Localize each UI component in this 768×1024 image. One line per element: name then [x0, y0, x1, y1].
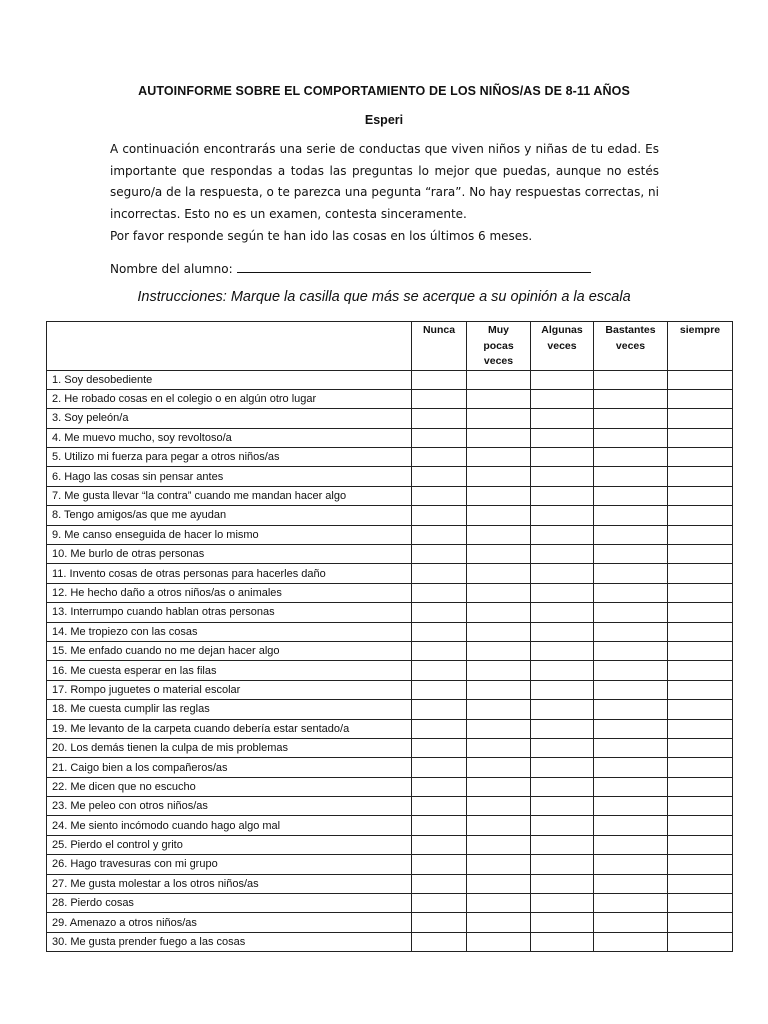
- answer-checkbox-cell[interactable]: [412, 894, 467, 913]
- question-cell: 3. Soy peleón/a: [47, 409, 412, 428]
- answer-checkbox-cell[interactable]: [467, 448, 531, 467]
- question-cell: 25. Pierdo el control y grito: [47, 835, 412, 854]
- table-header-row: [47, 322, 733, 371]
- answer-checkbox-cell[interactable]: [668, 816, 733, 835]
- answer-checkbox-cell[interactable]: [467, 603, 531, 622]
- answer-checkbox-cell[interactable]: [668, 622, 733, 641]
- answer-checkbox-cell[interactable]: [467, 816, 531, 835]
- table-row: [47, 758, 733, 777]
- answer-checkbox-cell[interactable]: [412, 389, 467, 408]
- answer-checkbox-cell[interactable]: [594, 680, 668, 699]
- answer-checkbox-cell[interactable]: [412, 448, 467, 467]
- answer-checkbox-cell[interactable]: [467, 428, 531, 447]
- answer-checkbox-cell[interactable]: [412, 428, 467, 447]
- column-header-nunca: [412, 322, 467, 371]
- answer-checkbox-cell[interactable]: [531, 622, 594, 641]
- answer-checkbox-cell[interactable]: [594, 738, 668, 757]
- answer-checkbox-cell[interactable]: [594, 428, 668, 447]
- answer-checkbox-cell[interactable]: [594, 370, 668, 389]
- answer-checkbox-cell[interactable]: [467, 661, 531, 680]
- answer-checkbox-cell[interactable]: [531, 913, 594, 932]
- answer-checkbox-cell[interactable]: [467, 583, 531, 602]
- answer-checkbox-cell[interactable]: [531, 525, 594, 544]
- timeframe-note: Por favor responde según te han ido las cosas en los últimos 6 meses.: [110, 229, 533, 243]
- answer-checkbox-cell[interactable]: [412, 545, 467, 564]
- answer-checkbox-cell[interactable]: [668, 370, 733, 389]
- student-name-label: Nombre del alumno:: [110, 262, 233, 276]
- answer-checkbox-cell[interactable]: [668, 680, 733, 699]
- table-row: [47, 738, 733, 757]
- answer-checkbox-cell[interactable]: [412, 603, 467, 622]
- answer-checkbox-cell[interactable]: [594, 486, 668, 505]
- table-row: [47, 486, 733, 505]
- answer-checkbox-cell[interactable]: [594, 758, 668, 777]
- answer-checkbox-cell[interactable]: [594, 564, 668, 583]
- answer-checkbox-cell[interactable]: [594, 700, 668, 719]
- answer-checkbox-cell[interactable]: [668, 700, 733, 719]
- answer-checkbox-cell[interactable]: [668, 738, 733, 757]
- answer-checkbox-cell[interactable]: [467, 389, 531, 408]
- answer-checkbox-cell[interactable]: [594, 719, 668, 738]
- answer-checkbox-cell[interactable]: [531, 641, 594, 660]
- answer-checkbox-cell[interactable]: [412, 583, 467, 602]
- answer-checkbox-cell[interactable]: [467, 564, 531, 583]
- answer-checkbox-cell[interactable]: [467, 738, 531, 757]
- answer-checkbox-cell[interactable]: [467, 622, 531, 641]
- answer-checkbox-cell[interactable]: [467, 525, 531, 544]
- answer-checkbox-cell[interactable]: [531, 797, 594, 816]
- column-header-bastantes-veces: [594, 322, 668, 371]
- question-cell: 12. He hecho daño a otros niños/as o animales: [47, 583, 412, 602]
- answer-checkbox-cell[interactable]: [412, 661, 467, 680]
- student-name-field[interactable]: [237, 260, 591, 273]
- question-cell: 24. Me siento incómodo cuando hago algo mal: [47, 816, 412, 835]
- answer-checkbox-cell[interactable]: [467, 700, 531, 719]
- answer-checkbox-cell[interactable]: [531, 409, 594, 428]
- question-cell: 17. Rompo juguetes o material escolar: [47, 680, 412, 699]
- table-row: [47, 661, 733, 680]
- answer-checkbox-cell[interactable]: [412, 486, 467, 505]
- answer-checkbox-cell[interactable]: [594, 389, 668, 408]
- answer-checkbox-cell[interactable]: [594, 777, 668, 796]
- table-row: [47, 428, 733, 447]
- answer-checkbox-cell[interactable]: [412, 816, 467, 835]
- table-row: [47, 777, 733, 796]
- answer-checkbox-cell[interactable]: [668, 797, 733, 816]
- answer-checkbox-cell[interactable]: [594, 855, 668, 874]
- answer-checkbox-cell[interactable]: [467, 641, 531, 660]
- question-cell: 29. Amenazo a otros niños/as: [47, 913, 412, 932]
- question-cell: 26. Hago travesuras con mi grupo: [47, 855, 412, 874]
- answer-checkbox-cell[interactable]: [668, 835, 733, 854]
- answer-checkbox-cell[interactable]: [594, 467, 668, 486]
- answer-checkbox-cell[interactable]: [531, 661, 594, 680]
- answer-checkbox-cell[interactable]: [412, 797, 467, 816]
- answer-checkbox-cell[interactable]: [531, 700, 594, 719]
- answer-checkbox-cell[interactable]: [594, 583, 668, 602]
- answer-checkbox-cell[interactable]: [668, 409, 733, 428]
- question-cell: 22. Me dicen que no escucho: [47, 777, 412, 796]
- document-subtitle: Esperi: [364, 113, 404, 127]
- column-header-algunas-veces: [531, 322, 594, 371]
- answer-checkbox-cell[interactable]: [467, 719, 531, 738]
- answer-checkbox-cell[interactable]: [594, 545, 668, 564]
- answer-checkbox-cell[interactable]: [531, 932, 594, 951]
- table-row: [47, 797, 733, 816]
- question-cell: 13. Interrumpo cuando hablan otras personas: [47, 603, 412, 622]
- table-row: [47, 680, 733, 699]
- answer-checkbox-cell[interactable]: [668, 641, 733, 660]
- answer-checkbox-cell[interactable]: [467, 545, 531, 564]
- question-cell: 4. Me muevo mucho, soy revoltoso/a: [47, 428, 412, 447]
- column-header-muy-pocas-veces: [467, 322, 531, 371]
- question-cell: 23. Me peleo con otros niños/as: [47, 797, 412, 816]
- table-row: [47, 719, 733, 738]
- answer-checkbox-cell[interactable]: [668, 428, 733, 447]
- column-header-label: Muy pocas veces: [483, 324, 514, 367]
- answer-checkbox-cell[interactable]: [594, 603, 668, 622]
- answer-checkbox-cell[interactable]: [412, 719, 467, 738]
- answer-checkbox-cell[interactable]: [668, 564, 733, 583]
- answer-checkbox-cell[interactable]: [594, 816, 668, 835]
- answer-checkbox-cell[interactable]: [531, 564, 594, 583]
- answer-checkbox-cell[interactable]: [668, 506, 733, 525]
- answer-checkbox-cell[interactable]: [531, 894, 594, 913]
- answer-checkbox-cell[interactable]: [594, 661, 668, 680]
- answer-checkbox-cell[interactable]: [531, 603, 594, 622]
- answer-checkbox-cell[interactable]: [668, 467, 733, 486]
- answer-checkbox-cell[interactable]: [594, 797, 668, 816]
- answer-checkbox-cell[interactable]: [412, 680, 467, 699]
- answer-checkbox-cell[interactable]: [594, 641, 668, 660]
- answer-checkbox-cell[interactable]: [412, 467, 467, 486]
- answer-checkbox-cell[interactable]: [531, 428, 594, 447]
- table-row: [47, 641, 733, 660]
- answer-checkbox-cell[interactable]: [412, 777, 467, 796]
- answer-checkbox-cell[interactable]: [668, 448, 733, 467]
- answer-checkbox-cell[interactable]: [531, 467, 594, 486]
- table-row: [47, 525, 733, 544]
- column-header-label: Nunca: [422, 324, 456, 336]
- question-cell: 21. Caigo bien a los compañeros/as: [47, 758, 412, 777]
- table-row: [47, 370, 733, 389]
- answer-checkbox-cell[interactable]: [531, 738, 594, 757]
- answer-checkbox-cell[interactable]: [668, 758, 733, 777]
- question-cell: 27. Me gusta molestar a los otros niños/as: [47, 874, 412, 893]
- question-cell: 9. Me canso enseguida de hacer lo mismo: [47, 525, 412, 544]
- column-header-label: siempre: [679, 324, 721, 336]
- answer-checkbox-cell[interactable]: [467, 370, 531, 389]
- table-row: [47, 506, 733, 525]
- answer-checkbox-cell[interactable]: [531, 583, 594, 602]
- answer-checkbox-cell[interactable]: [412, 506, 467, 525]
- table-row: [47, 855, 733, 874]
- answer-checkbox-cell[interactable]: [594, 874, 668, 893]
- question-cell: 18. Me cuesta cumplir las reglas: [47, 700, 412, 719]
- table-row: [47, 603, 733, 622]
- answer-checkbox-cell[interactable]: [594, 409, 668, 428]
- answer-checkbox-cell[interactable]: [668, 486, 733, 505]
- question-cell: 8. Tengo amigos/as que me ayudan: [47, 506, 412, 525]
- answer-checkbox-cell[interactable]: [467, 797, 531, 816]
- table-row: [47, 835, 733, 854]
- table-row: [47, 467, 733, 486]
- answer-checkbox-cell[interactable]: [668, 894, 733, 913]
- answer-checkbox-cell[interactable]: [668, 583, 733, 602]
- student-name-row: [110, 260, 659, 276]
- question-cell: 10. Me burlo de otras personas: [47, 545, 412, 564]
- header-blank-cell: [47, 322, 412, 371]
- question-cell: 30. Me gusta prender fuego a las cosas: [47, 932, 412, 951]
- answer-checkbox-cell[interactable]: [467, 913, 531, 932]
- question-cell: 5. Utilizo mi fuerza para pegar a otros niños/as: [47, 448, 412, 467]
- answer-checkbox-cell[interactable]: [531, 680, 594, 699]
- table-row: [47, 932, 733, 951]
- answer-checkbox-cell[interactable]: [594, 913, 668, 932]
- answer-checkbox-cell[interactable]: [531, 389, 594, 408]
- answer-checkbox-cell[interactable]: [467, 855, 531, 874]
- answer-checkbox-cell[interactable]: [412, 758, 467, 777]
- answer-checkbox-cell[interactable]: [668, 777, 733, 796]
- table-row: [47, 700, 733, 719]
- answer-checkbox-cell[interactable]: [412, 622, 467, 641]
- answer-checkbox-cell[interactable]: [531, 448, 594, 467]
- question-cell: 2. He robado cosas en el colegio o en algún otro lugar: [47, 389, 412, 408]
- answer-checkbox-cell[interactable]: [531, 486, 594, 505]
- answer-checkbox-cell[interactable]: [412, 874, 467, 893]
- answer-checkbox-cell[interactable]: [412, 913, 467, 932]
- answer-checkbox-cell[interactable]: [668, 913, 733, 932]
- table-row: [47, 622, 733, 641]
- question-cell: 28. Pierdo cosas: [47, 894, 412, 913]
- answer-checkbox-cell[interactable]: [668, 874, 733, 893]
- answer-checkbox-cell[interactable]: [594, 894, 668, 913]
- question-cell: 16. Me cuesta esperar en las filas: [47, 661, 412, 680]
- answer-checkbox-cell[interactable]: [531, 835, 594, 854]
- answer-checkbox-cell[interactable]: [668, 603, 733, 622]
- table-row: [47, 448, 733, 467]
- document-title: AUTOINFORME SOBRE EL COMPORTAMIENTO DE LOS NIÑOS/AS DE 8-11 AÑOS: [138, 84, 630, 98]
- answer-checkbox-cell[interactable]: [412, 700, 467, 719]
- answer-checkbox-cell[interactable]: [412, 641, 467, 660]
- answer-checkbox-cell[interactable]: [668, 855, 733, 874]
- answer-checkbox-cell[interactable]: [594, 506, 668, 525]
- answer-checkbox-cell[interactable]: [467, 680, 531, 699]
- answer-checkbox-cell[interactable]: [412, 370, 467, 389]
- column-header-siempre: [668, 322, 733, 371]
- answer-checkbox-cell[interactable]: [531, 758, 594, 777]
- answer-checkbox-cell[interactable]: [467, 932, 531, 951]
- table-row: [47, 409, 733, 428]
- answer-checkbox-cell[interactable]: [668, 545, 733, 564]
- answer-checkbox-cell[interactable]: [467, 486, 531, 505]
- answer-checkbox-cell[interactable]: [467, 758, 531, 777]
- answer-checkbox-cell[interactable]: [531, 777, 594, 796]
- answer-checkbox-cell[interactable]: [531, 545, 594, 564]
- table-row: [47, 389, 733, 408]
- answer-checkbox-cell[interactable]: [668, 525, 733, 544]
- answer-checkbox-cell[interactable]: [668, 389, 733, 408]
- answer-checkbox-cell[interactable]: [531, 816, 594, 835]
- answer-checkbox-cell[interactable]: [531, 874, 594, 893]
- question-cell: 20. Los demás tienen la culpa de mis problemas: [47, 738, 412, 757]
- question-cell: 7. Me gusta llevar “la contra” cuando me mandan hacer algo: [47, 486, 412, 505]
- table-row: [47, 545, 733, 564]
- answer-checkbox-cell[interactable]: [412, 525, 467, 544]
- table-row: [47, 583, 733, 602]
- answer-checkbox-cell[interactable]: [594, 525, 668, 544]
- intro-paragraph: A continuación encontrarás una serie de conductas que viven niños y niñas de tu edad. Es importante que respondas a todas las preguntas lo mejor que puedas, aunque no estés seguro/a de la respuesta, o te parezca una pegunta “rara”. No hay respuestas correctas, ni incorrectas. Esto no es un examen, contesta sinceramente.: [110, 142, 659, 221]
- answer-checkbox-cell[interactable]: [668, 661, 733, 680]
- table-row: [47, 913, 733, 932]
- column-header-label: Bastantes veces: [605, 324, 656, 352]
- answer-checkbox-cell[interactable]: [668, 719, 733, 738]
- answer-checkbox-cell[interactable]: [531, 719, 594, 738]
- table-row: [47, 894, 733, 913]
- instructions: Instrucciones: Marque la casilla que más se acerque a su opinión a la escala: [137, 289, 631, 305]
- question-cell: 19. Me levanto de la carpeta cuando debería estar sentado/a: [47, 719, 412, 738]
- answer-checkbox-cell[interactable]: [467, 874, 531, 893]
- answer-checkbox-cell[interactable]: [594, 835, 668, 854]
- question-cell: 14. Me tropiezo con las cosas: [47, 622, 412, 641]
- answer-checkbox-cell[interactable]: [412, 409, 467, 428]
- answer-checkbox-cell[interactable]: [531, 506, 594, 525]
- column-header-label: Algunas veces: [541, 324, 583, 352]
- answer-checkbox-cell[interactable]: [412, 564, 467, 583]
- answer-checkbox-cell[interactable]: [467, 467, 531, 486]
- answer-checkbox-cell[interactable]: [467, 409, 531, 428]
- answer-checkbox-cell[interactable]: [668, 932, 733, 951]
- table-row: [47, 874, 733, 893]
- answer-checkbox-cell[interactable]: [467, 777, 531, 796]
- table-row: [47, 564, 733, 583]
- answer-checkbox-cell[interactable]: [412, 738, 467, 757]
- answer-checkbox-cell[interactable]: [467, 894, 531, 913]
- survey-body: [47, 370, 733, 952]
- answer-checkbox-cell[interactable]: [412, 835, 467, 854]
- question-cell: 1. Soy desobediente: [47, 370, 412, 389]
- answer-checkbox-cell[interactable]: [531, 855, 594, 874]
- answer-checkbox-cell[interactable]: [594, 448, 668, 467]
- answer-checkbox-cell[interactable]: [594, 622, 668, 641]
- answer-checkbox-cell[interactable]: [594, 932, 668, 951]
- question-cell: 15. Me enfado cuando no me dejan hacer algo: [47, 641, 412, 660]
- question-cell: 11. Invento cosas de otras personas para hacerles daño: [47, 564, 412, 583]
- answer-checkbox-cell[interactable]: [412, 932, 467, 951]
- question-cell: 6. Hago las cosas sin pensar antes: [47, 467, 412, 486]
- answer-checkbox-cell[interactable]: [412, 855, 467, 874]
- survey-table: [46, 321, 733, 952]
- answer-checkbox-cell[interactable]: [467, 835, 531, 854]
- table-row: [47, 816, 733, 835]
- answer-checkbox-cell[interactable]: [467, 506, 531, 525]
- answer-checkbox-cell[interactable]: [531, 370, 594, 389]
